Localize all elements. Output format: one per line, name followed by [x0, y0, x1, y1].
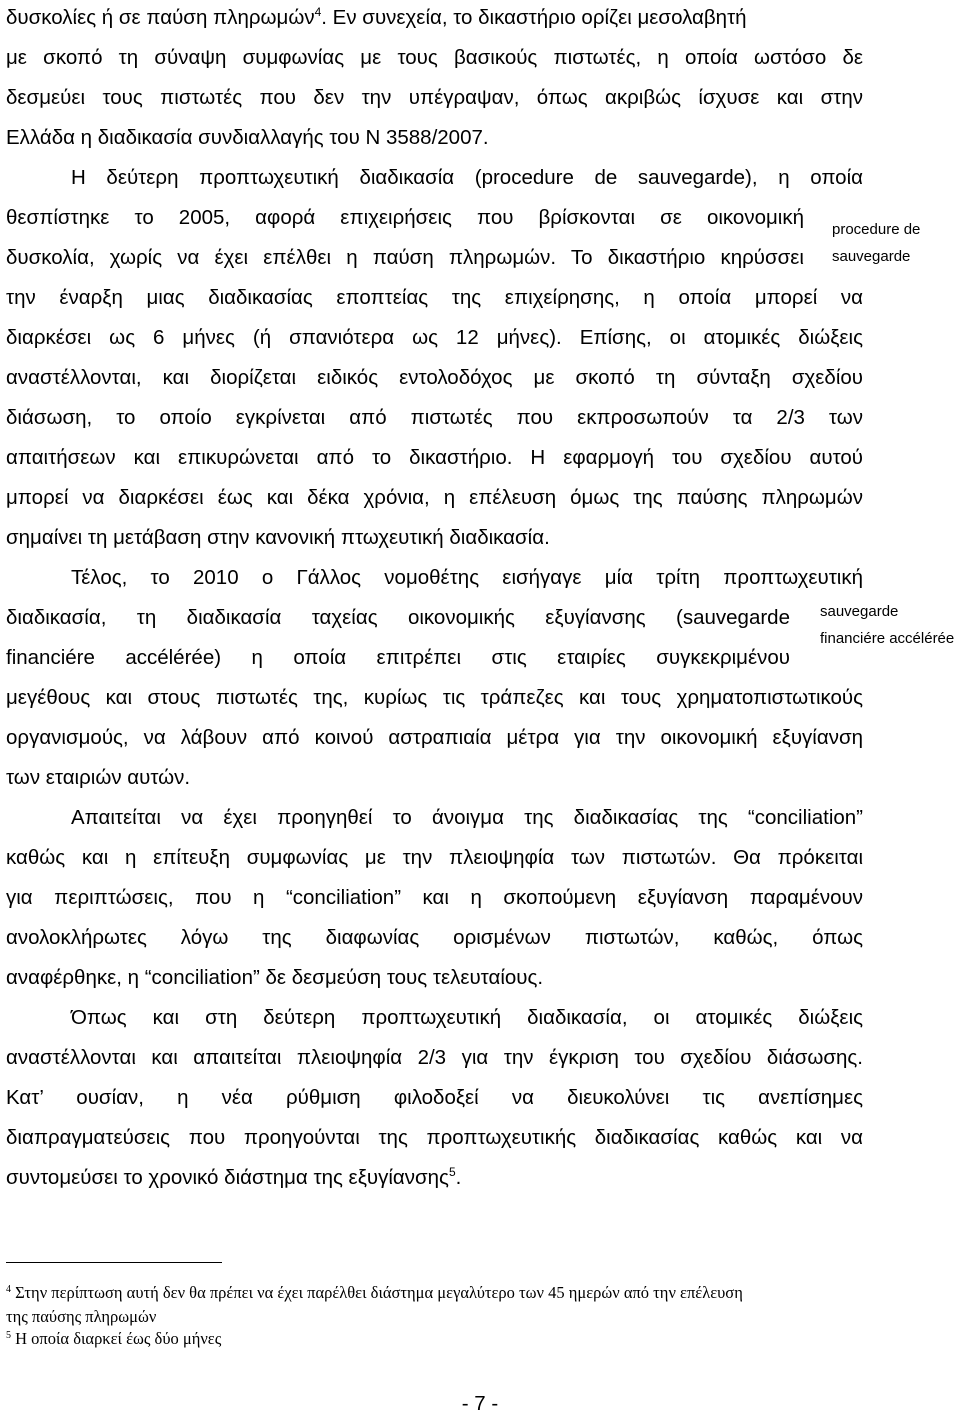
body-line: Ελλάδα η διαδικασία συνδιαλλαγής του Ν 3588/2007.	[6, 126, 489, 149]
body-line: διαδικασία, τη διαδικασία ταχείας οικονομικής εξυγίανσης (sauvegarde	[6, 606, 790, 629]
body-line: με σκοπό τη σύναψη συμφωνίας με τους βασικούς πιστωτές, η οποία ωστόσο δε	[6, 46, 863, 69]
margin-note: procedure de	[832, 221, 921, 238]
margin-note: sauvegarde	[832, 248, 911, 265]
body-line: Όπως και στη δεύτερη προπτωχευτική διαδικασία, οι ατομικές διώξεις	[71, 1006, 863, 1029]
footnote-divider	[6, 1262, 222, 1263]
body-line: δεσμεύει τους πιστωτές που δεν την υπέγραψαν, όπως ακριβώς ίσχυσε και στην	[6, 86, 863, 109]
body-line: Η δεύτερη προπτωχευτική διαδικασία (procedure de sauvegarde), η οποία	[71, 166, 863, 189]
body-line: ανολοκλήρωτες λόγω της διαφωνίας ορισμένων πιστωτών, καθώς, όπως	[6, 926, 863, 949]
body-line: διαπραγματεύσεις που προηγούνται της προπτωχευτικής διαδικασίας καθώς και να	[6, 1126, 863, 1149]
body-line: δυσκολία, χωρίς να έχει επέλθει η παύση πληρωμών. Το δικαστήριο κηρύσσει	[6, 246, 804, 269]
body-line: απαιτήσεων και επικυρώνεται από το δικαστήριο. Η εφαρμογή του σχεδίου αυτού	[6, 446, 863, 469]
page-number: - 7 -	[461, 1392, 499, 1415]
body-line: θεσπίστηκε το 2005, αφορά επιχειρήσεις που βρίσκονται σε οικονομική	[6, 206, 804, 229]
body-line: μεγέθους και στους πιστωτές της, κυρίως τις τράπεζες και τους χρηματοπιστωτικούς	[6, 686, 863, 709]
body-line: συντομεύσει το χρονικό διάστημα της εξυγίανσης$^5$.	[6, 1165, 462, 1189]
body-line: την έναρξη μιας διαδικασίας εποπτείας της επιχείρησης, η οποία μπορεί να	[6, 286, 863, 309]
body-line: αναφέρθηκε, η “conciliation” δε δεσμεύση τους τελευταίους.	[6, 966, 544, 989]
body-line: αναστέλλονται, και διορίζεται ειδικός εντολοδόχος με σκοπό τη σύνταξη σχεδίου	[6, 366, 863, 389]
margin-note: financiére accélérée	[820, 630, 955, 647]
body-line: αναστέλλονται και απαιτείται πλειοψηφία 2/3 για την έγκριση του σχεδίου διάσωσης.	[6, 1046, 863, 1069]
footnote-4: $^4$ Στην περίπτωση αυτή δεν θα πρέπει να έχει παρέλθει διάστημα μεγαλύτερο των 45 ημερών από την επέλευση	[6, 1283, 743, 1302]
body-line: οργανισμούς, να λάβουν από κοινού αστραπιαία μέτρα για την οικονομική εξυγίανση	[6, 726, 863, 749]
margin-note: sauvegarde	[820, 603, 899, 620]
body-line: Απαιτείται να έχει προηγηθεί το άνοιγμα της διαδικασίας της “conciliation”	[71, 806, 863, 829]
footnote-ref-5: 5	[448, 1165, 456, 1179]
body-line: διάσωση, το οποίο εγκρίνεται από πιστωτές που εκπροσωπούν τα 2/3 των	[6, 406, 863, 429]
footnote-4-continued: της παύσης πληρωμών	[6, 1307, 157, 1326]
body-line: financiére accélérée) η οποία επιτρέπει στις εταιρίες συγκεκριμένου	[6, 646, 790, 669]
footnote-ref-4: 4	[314, 5, 322, 19]
body-line: Κατ’ ουσίαν, η νέα ρύθμιση φιλοδοξεί να διευκολύνει τις ανεπίσημες	[6, 1086, 863, 1109]
body-line: καθώς και η επίτευξη συμφωνίας με την πλειοψηφία των πιστωτών. Θα πρόκειται	[6, 846, 863, 869]
body-line: των εταιριών αυτών.	[6, 766, 191, 789]
body-line: για περιπτώσεις, που η “conciliation” και η σκοπούμενη εξυγίανση παραμένουν	[6, 886, 863, 909]
body-line: διαρκέσει ως 6 μήνες (ή σπανιότερα ως 12 μήνες). Επίσης, οι ατομικές διώξεις	[6, 326, 863, 349]
body-line: Τέλος, το 2010 ο Γάλλος νομοθέτης εισήγαγε μία τρίτη προπτωχευτική	[71, 566, 863, 589]
body-line: μπορεί να διαρκέσει έως και δέκα χρόνια, η επέλευση όμως της παύσης πληρωμών	[6, 486, 863, 509]
body-line: σημαίνει τη μετάβαση στην κανονική πτωχευτική διαδικασία.	[6, 526, 550, 549]
footnote-5: $^5$ Η οποία διαρκεί έως δύο μήνες	[6, 1329, 222, 1348]
body-line: δυσκολίες ή σε παύση πληρωμών$^4$. Εν συνεχεία, το δικαστήριο ορίζει μεσολαβητή	[6, 5, 747, 29]
